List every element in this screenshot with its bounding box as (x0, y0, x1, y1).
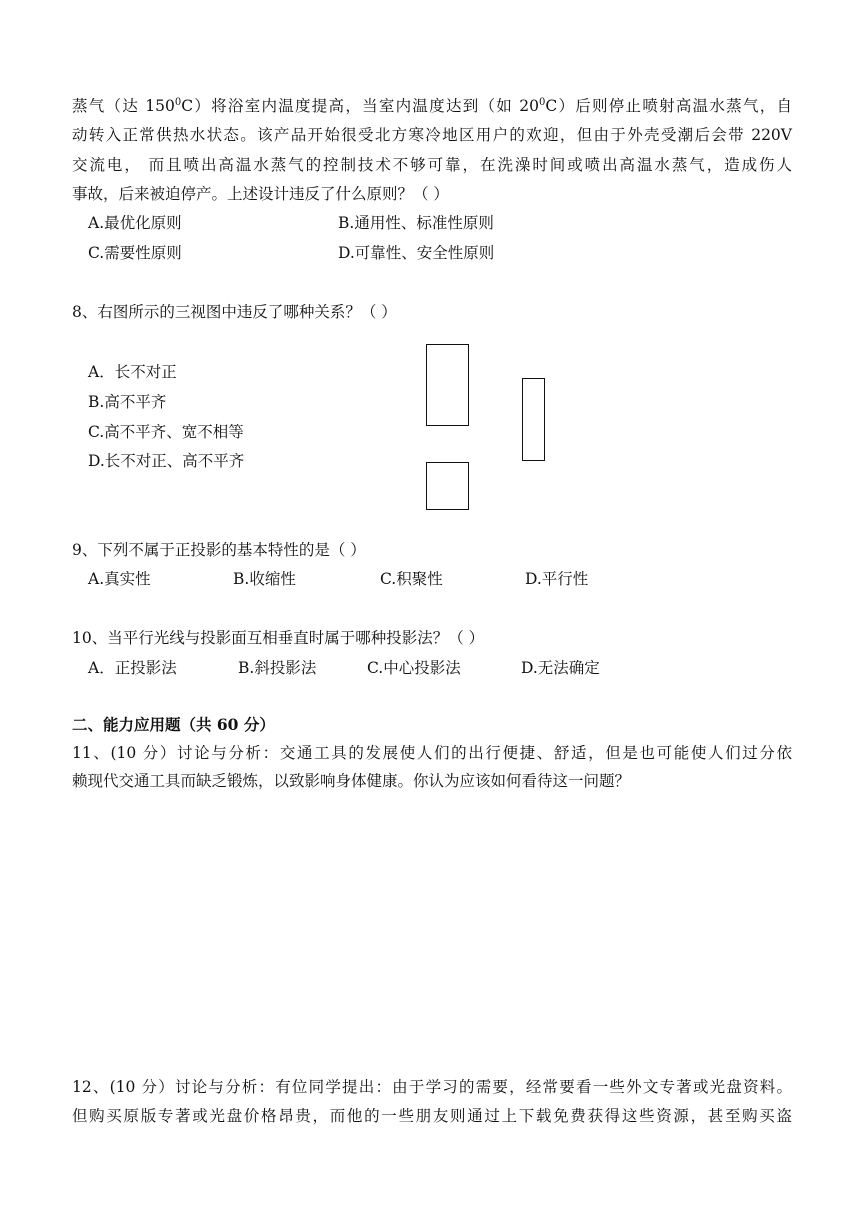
q8-option-a: A．长不对正 (88, 363, 177, 381)
q10-option-a: A．正投影法 (88, 659, 177, 677)
q8-option-d: D.长不对正、高不平齐 (88, 452, 245, 470)
q11-text-line-2: 赖现代交通工具而缺乏锻炼，以致影响身体健康。你认为应该如何看待这一问题？ (72, 772, 631, 790)
front-view-rect (426, 344, 469, 426)
q7-text-line-3: 交流电， 而且喷出高温水蒸气的控制技术不够可靠，在洗澡时间或喷出高温水蒸气，造成伤人 (72, 156, 792, 174)
q10-option-d: D.无法确定 (521, 659, 600, 677)
top-view-rect (426, 462, 469, 510)
q8-option-b: B.高不平齐 (88, 393, 167, 411)
q7-text-line-1: 蒸气（达 $150^0C$）将浴室内温度提高，当室内温度达到（如 $20^0C$）后则停止喷射高温水蒸气，自 (72, 97, 792, 115)
q9-option-c: C.积聚性 (380, 570, 443, 588)
q9-option-d: D.平行性 (525, 570, 589, 588)
q7-text-line-4: 事故，后来被迫停产。上述设计违反了什么原则？（ ） (72, 185, 449, 203)
q10-option-c: C.中心投影法 (367, 659, 461, 677)
q7-option-a: A.最优化原则 (88, 214, 182, 232)
q7-option-c: C.需要性原则 (88, 244, 182, 262)
q10-option-b: B.斜投影法 (238, 659, 317, 677)
q10-stem: 10、当平行光线与投影面互相垂直时属于哪种投影法？（ ） (72, 629, 485, 647)
q7-option-d: D.可靠性、安全性原则 (338, 244, 495, 262)
q8-option-c: C.高不平齐、宽不相等 (88, 423, 244, 441)
q11-text-line-1: 11、(10 分）讨论与分析：交通工具的发展使人们的出行便捷、舒适，但是也可能使人们过分依 (72, 744, 792, 762)
q7-option-b: B.通用性、标准性原则 (338, 214, 494, 232)
q8-stem: 8、右图所示的三视图中违反了哪种关系？（ ） (72, 303, 397, 321)
q12-text-line-2: 但购买原版专著或光盘价格昂贵，而他的一些朋友则通过上下载免费获得这些资源，甚至购买盗 (72, 1107, 792, 1125)
q9-stem: 9、下列不属于正投影的基本特性的是（ ） (72, 541, 366, 559)
side-view-rect (522, 378, 545, 461)
q9-option-a: A.真实性 (88, 570, 151, 588)
q12-text-line-1: 12、(10 分）讨论与分析：有位同学提出：由于学习的需要，经常要看一些外文专著或光盘资料。 (72, 1078, 792, 1096)
q9-option-b: B.收缩性 (233, 570, 296, 588)
section-2-title: 二、能力应用题（共 60 分） (72, 715, 275, 734)
q7-text-line-2: 动转入正常供热水状态。该产品开始很受北方寒冷地区用户的欢迎，但由于外壳受潮后会带 220V (72, 126, 792, 144)
